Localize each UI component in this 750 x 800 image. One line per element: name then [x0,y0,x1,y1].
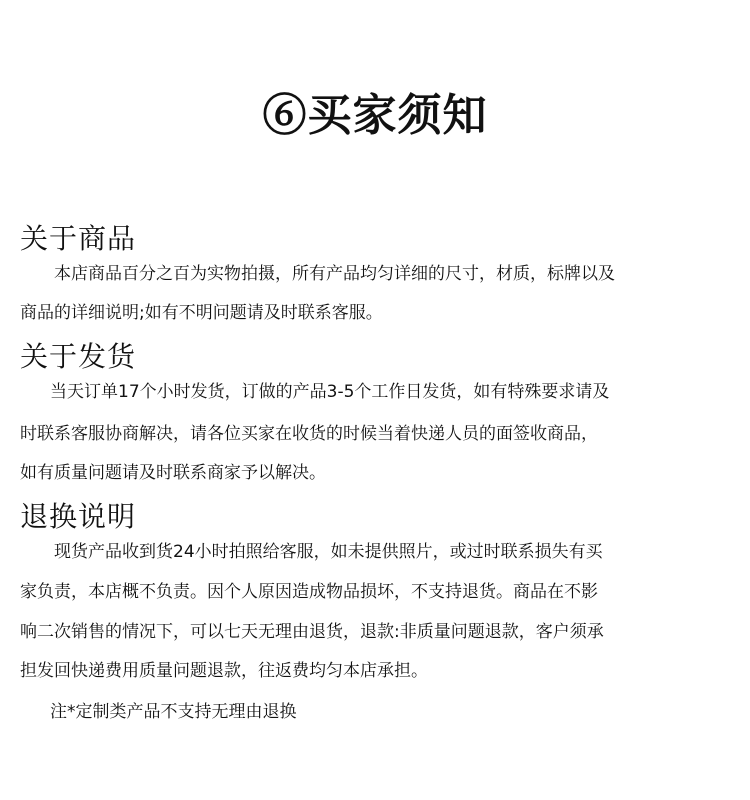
shipping-line-3: 如有质量问题请及时联系商家予以解决。 [20,463,326,483]
section-heading-returns: 退换说明 [20,500,137,533]
shipping-line-1: 当天订单17个小时发货，订做的产品3-5个工作日发货，如有特殊要求请及 [50,382,610,402]
products-line-1: 本店商品百分之百为实物拍摄，所有产品均匀详细的尺寸，材质，标牌以及 [54,264,615,284]
section-heading-products: 关于商品 [20,222,137,255]
returns-line-1: 现货产品收到货24小时拍照给客服，如未提供照片，或过时联系损失有买 [54,542,603,562]
page-title: ⑥买家须知 [262,90,488,141]
returns-line-4: 担发回快递费用质量问题退款，往返费均匀本店承担。 [20,661,428,681]
returns-line-2: 家负责，本店概不负责。因个人原因造成物品损坏，不支持退货。商品在不影 [20,582,598,602]
section-heading-shipping: 关于发货 [20,340,137,373]
shipping-line-2: 时联系客服协商解决，请各位买家在收货的时候当着快递人员的面签收商品， [20,424,598,444]
returns-line-3: 响二次销售的情况下，可以七天无理由退货，退款:非质量问题退款，客户须承 [20,622,604,642]
products-line-2: 商品的详细说明;如有不明问题请及时联系客服。 [20,303,383,323]
custom-product-note: 注*定制类产品不支持无理由退换 [50,702,297,722]
